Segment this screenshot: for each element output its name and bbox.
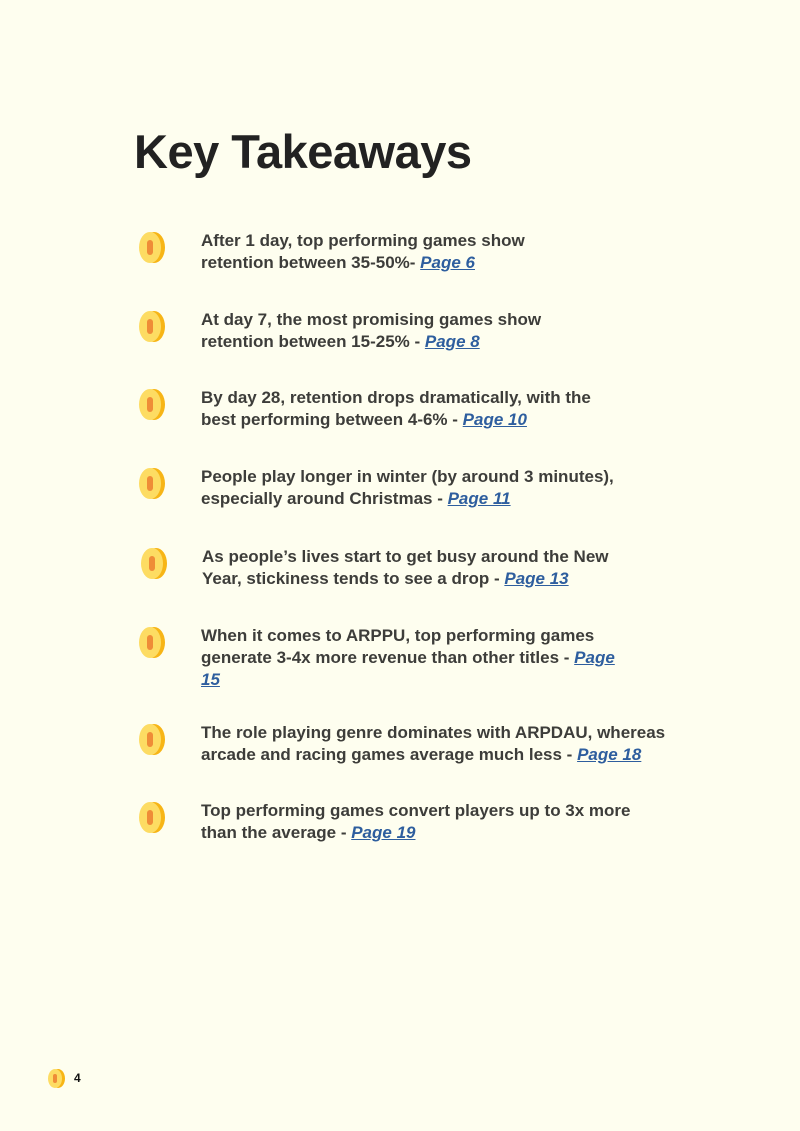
coin-icon — [141, 548, 169, 580]
takeaway-text: When it comes to ARPPU, top performing games generate 3-4x more revenue than other titles - Page 15 — [201, 626, 615, 689]
page-link[interactable]: Page 8 — [424, 332, 480, 351]
coin-icon — [139, 724, 167, 756]
takeaway-text: As people’s lives start to get busy around the New Year, stickiness tends to see a drop - Page 13 — [202, 547, 609, 588]
page-link[interactable]: Page 10 — [462, 410, 527, 429]
takeaway-text: People play longer in winter (by around 3 minutes), especially around Christmas - Page 11 — [201, 467, 614, 508]
page-title: Key Takeaways — [134, 125, 472, 178]
coin-icon — [139, 627, 167, 659]
takeaway-text: After 1 day, top performing games show retention between 35-50%- Page 6 — [201, 231, 525, 272]
coin-icon — [139, 468, 167, 500]
page-link[interactable]: Page 6 — [420, 253, 475, 272]
coin-icon — [48, 1069, 66, 1089]
coin-icon — [139, 311, 167, 343]
page-number: 4 — [74, 1071, 81, 1085]
coin-icon — [139, 232, 167, 264]
takeaway-text: Top performing games convert players up to 3x more than the average - Page 19 — [201, 801, 631, 842]
coin-icon — [139, 389, 167, 421]
takeaway-text: At day 7, the most promising games show retention between 15-25% - Page 8 — [201, 310, 542, 351]
page-link[interactable]: Page 19 — [351, 823, 416, 842]
page-link[interactable]: Page 13 — [504, 569, 569, 588]
page-link[interactable]: Page 11 — [447, 489, 511, 508]
takeaway-text: The role playing genre dominates with ARPDAU, whereas arcade and racing games average much less - Page 18 — [201, 723, 666, 764]
page-link[interactable]: Page 15 — [201, 648, 615, 689]
coin-icon — [139, 802, 167, 834]
takeaway-text: By day 28, retention drops dramatically, with the best performing between 4-6% - Page 10 — [201, 388, 591, 429]
page-link[interactable]: Page 18 — [577, 745, 642, 764]
